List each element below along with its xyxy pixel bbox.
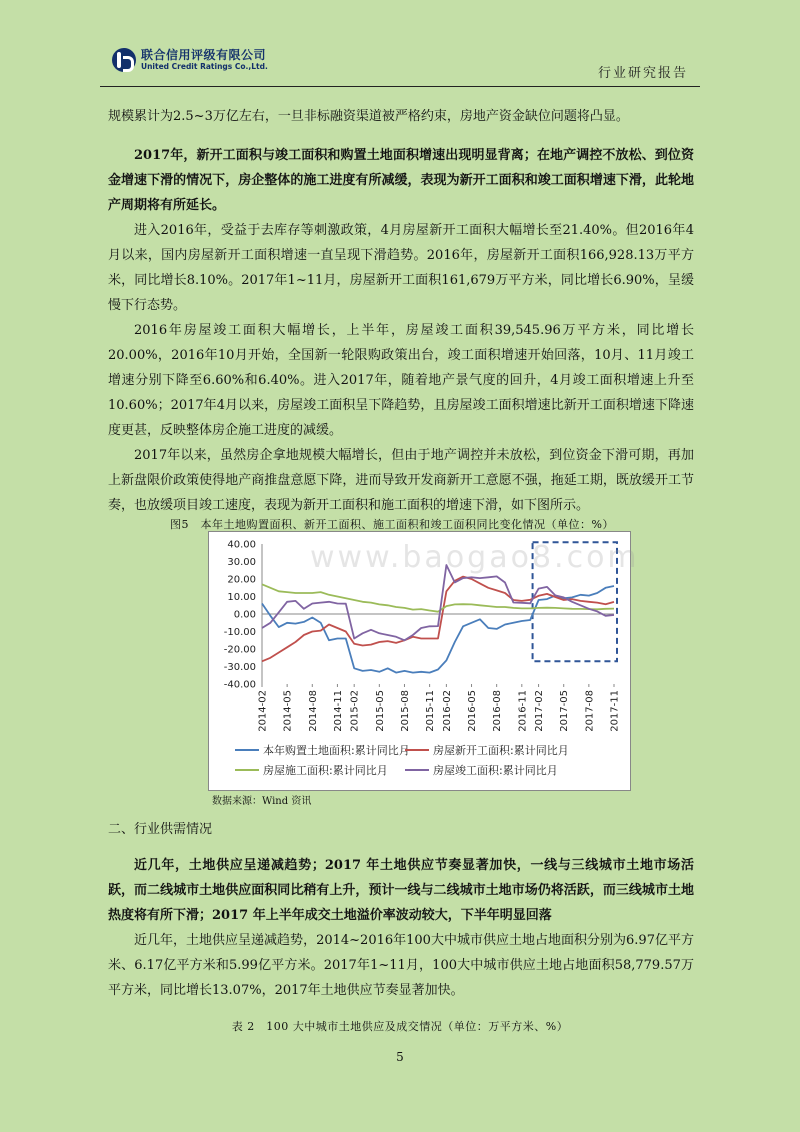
logo-text (141, 49, 268, 72)
x-tick-label: 2014-11 (332, 690, 344, 732)
paragraph-continuation: 规模累计为2.5~3万亿左右，一旦非标融资渠道被严格约束，房地产资金缺位问题将凸显。 (108, 109, 629, 124)
figure-caption: 图5 本年土地购置面积、新开工面积、施工面积和竣工面积同比变化情况（单位：%） (170, 518, 614, 531)
paragraph-new-construction: 进入2016年，受益于去库存等刺激政策，4月房屋新开工面积大幅增长至21.40%。但2016年4月以来，国内房屋新开工面积增速一直呈现下滑趋势。2016年，房屋新开工面积166,928.13万平方米，同比增长8.10%。2017年1~11月，房屋新开工面积161,679万平方米，同比增长6.90%，呈缓慢下行态势。 (108, 223, 694, 313)
x-tick-label: 2016-02 (441, 690, 453, 732)
x-tick-label: 2016-08 (492, 690, 504, 732)
legend-label-2: 房屋新开工面积:累计同比月 (433, 744, 569, 757)
section-body (108, 853, 694, 1003)
x-tick-label: 2015-05 (374, 690, 386, 732)
legend-label-3: 房屋施工面积:累计同比月 (263, 764, 388, 777)
y-tick-label: -40.00 (223, 679, 256, 691)
logo-english-name: United Credit Ratings Co.,Ltd. (141, 61, 268, 71)
logo-emblem-icon (112, 48, 136, 72)
table-caption: 表 2 100 大中城市土地供应及成交情况（单位：万平方米、%） (231, 1020, 569, 1033)
legend-label-4: 房屋竣工面积:累计同比月 (433, 764, 558, 777)
x-tick-label: 2015-02 (349, 690, 361, 732)
y-tick-label: -10.00 (223, 627, 256, 638)
watermark: www.baogao8.com (310, 540, 640, 575)
x-tick-label: 2015-08 (399, 690, 411, 732)
header-divider (100, 86, 700, 87)
paragraph-supply-detail: 近几年，土地供应呈递减趋势，2014~2016年100大中城市供应土地占地面积分别为6.97亿平方米、6.17亿平方米和5.99亿平方米。2017年1~11月，100大中城市供应土地占地面积58,779.57万平方米，同比增长13.07%，2017年土地供应节奏显著加快。 (108, 933, 694, 998)
x-tick-label: 2017-02 (534, 690, 546, 732)
report-type-title: 行业研究报告 (597, 66, 688, 81)
x-tick-label: 2017-11 (609, 690, 621, 732)
x-tick-label: 2017-05 (559, 690, 571, 732)
highlight-dashed-box (533, 542, 617, 661)
company-logo (112, 48, 268, 72)
logo-chinese-name: 联合信用评级有限公司 (141, 47, 267, 62)
y-tick-label: -30.00 (223, 662, 256, 673)
page-number: 5 (396, 1050, 404, 1064)
page-header (0, 0, 800, 86)
paragraph-key-point: 2017年，新开工面积与竣工面积和购置土地面积增速出现明显背离；在地产调控不放松、到位资金增速下滑的情况下，房企整体的施工进度有所减缓，表现为新开工面积和竣工面积增速下滑，此轮地产周期将有所延长。 (108, 148, 694, 213)
section-heading: 二、行业供需情况 (108, 822, 213, 837)
paragraph-completion: 2016年房屋竣工面积大幅增长，上半年，房屋竣工面积39,545.96万平方米，同比增长20.00%，2016年10月开始，全国新一轮限购政策出台，竣工面积增速开始回落，10月、11月竣工增速分别下降至6.60%和6.40%。进入2017年，随着地产景气度的回升，4月竣工面积增速上升至10.60%；2017年4月以来，房屋竣工面积呈下降趋势，且房屋竣工面积增速比新开工面积增速下降速度更甚，反映整体房企施工进度的减缓。 (108, 323, 694, 438)
y-tick-label: 0.00 (233, 609, 256, 621)
y-tick-label: 10.00 (227, 592, 256, 603)
chart-svg (209, 532, 630, 790)
line-chart (208, 531, 631, 791)
series-line-4 (262, 565, 614, 640)
x-tick-label: 2014-02 (257, 690, 269, 732)
data-source: 数据来源：Wind 资讯 (212, 796, 312, 807)
y-tick-label: 30.00 (227, 557, 256, 568)
x-tick-label: 2016-05 (467, 690, 479, 732)
x-tick-label: 2017-08 (584, 690, 596, 732)
x-tick-label: 2014-05 (282, 690, 294, 732)
x-tick-label: 2016-11 (517, 690, 529, 732)
y-tick-label: -20.00 (223, 644, 256, 656)
y-tick-label: 20.00 (227, 574, 256, 586)
x-tick-label: 2015-11 (425, 690, 437, 732)
main-body (108, 104, 694, 518)
paragraph-supply-key-point: 近几年，土地供应呈递减趋势；2017 年土地供应节奏显著加快，一线与三线城市土地市场活跃，而二线城市土地供应面积同比稍有上升，预计一线与二线城市土地市场仍将活跃，而三线城市土地热度将有所下滑；2017 年上半年成交土地溢价率波动较大，下半年明显回落 (108, 858, 694, 923)
paragraph-outlook: 2017年以来，虽然房企拿地规模大幅增长，但由于地产调控并未放松，到位资金下滑可期，再加上新盘限价政策使得地产商推盘意愿下降，进而导致开发商新开工意愿不强，拖延工期，既放缓开工节奏，也放缓项目竣工速度，表现为新开工面积和施工面积的增速下滑，如下图所示。 (108, 448, 694, 513)
legend-label-1: 本年购置土地面积:累计同比月 (263, 744, 410, 757)
x-tick-label: 2014-08 (307, 690, 319, 732)
y-tick-label: 40.00 (227, 539, 256, 551)
